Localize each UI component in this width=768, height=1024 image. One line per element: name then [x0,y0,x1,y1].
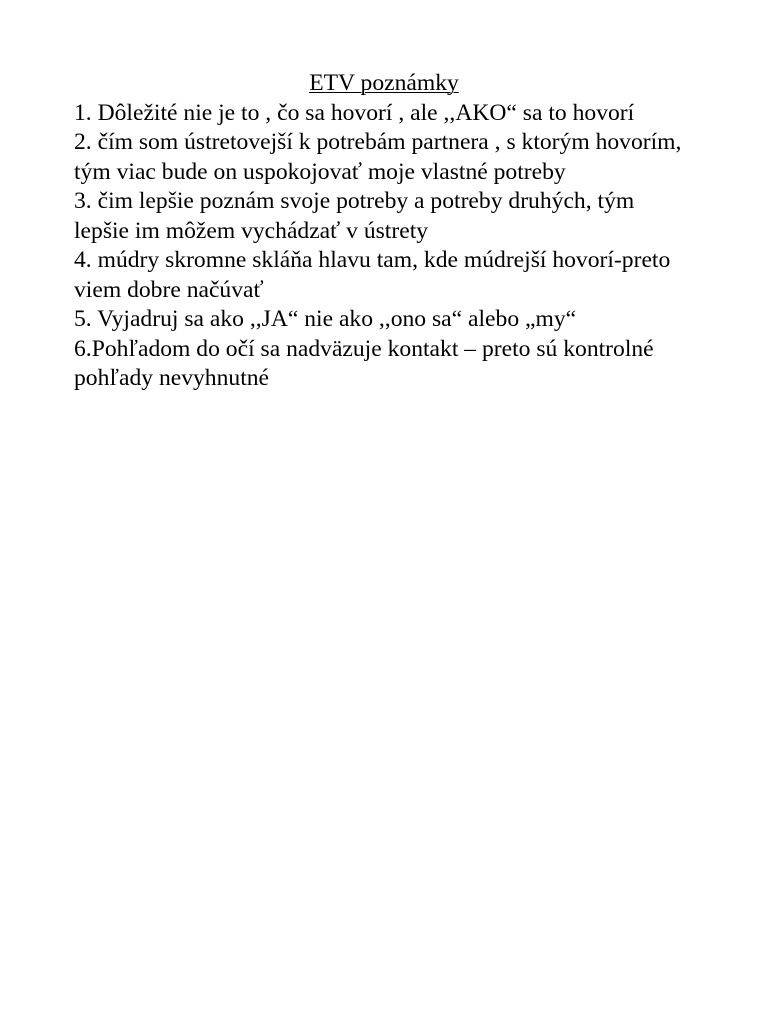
note-item-4: 4. múdry skromne skláňa hlavu tam, kde múdrejší hovorí-preto viem dobre načúvať [74,247,671,303]
note-item-6: 6.Pohľadom do očí sa nadväzuje kontakt – preto sú kontrolné pohľady nevyhnutné [74,335,654,391]
note-item-5: 5. Vyjadruj sa ako ,,JA“ nie ako ,,ono sa“ alebo „my“ [74,306,577,332]
document-title: ETV poznámky [309,70,459,96]
note-item-3: 3. čim lepšie poznám svoje potreby a potreby druhých, tým lepšie im môžem vychádzať v ústrety [74,188,635,244]
document-body [74,69,694,394]
note-item-2: 2. čím som ústretovejší k potrebám partnera , s ktorým hovorím, tým viac bude on uspokojovať moje vlastné potreby [74,129,682,185]
note-item-1: 1. Dôležité nie je to , čo sa hovorí , ale ,,AKO“ sa to hovorí [74,99,635,126]
